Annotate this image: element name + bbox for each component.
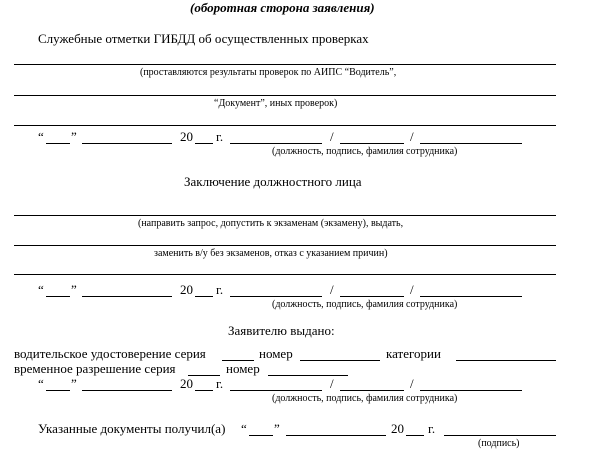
year-field[interactable]: [195, 143, 213, 144]
year-field[interactable]: [195, 296, 213, 297]
gibdd-note-line-1: (проставляются результаты проверок по АИПС “Водитель”,: [140, 67, 397, 78]
century-label: 20: [180, 129, 193, 144]
gibdd-entry-line-2[interactable]: [14, 95, 556, 96]
slash-separator: /: [330, 376, 334, 391]
signature-caption: (должность, подпись, фамилия сотрудника): [272, 146, 458, 157]
conclusion-entry-line-1[interactable]: [14, 215, 556, 216]
day-field[interactable]: [249, 435, 273, 436]
position-field[interactable]: [230, 143, 322, 144]
month-field[interactable]: [82, 296, 172, 297]
quote-close: ”: [274, 421, 280, 436]
quote-open: “: [38, 282, 44, 297]
month-field[interactable]: [82, 390, 172, 391]
temp-permit-number-field[interactable]: [268, 375, 348, 376]
century-label: 20: [391, 421, 404, 436]
license-number-field[interactable]: [300, 360, 380, 361]
day-field[interactable]: [46, 296, 70, 297]
issued-section-title: Заявителю выдано:: [228, 323, 335, 338]
position-field[interactable]: [230, 296, 322, 297]
century-label: 20: [180, 376, 193, 391]
gibdd-entry-line-3[interactable]: [14, 125, 556, 126]
conclusion-note-line-1: (направить запрос, допустить к экзаменам (экзамену), выдать,: [138, 218, 404, 229]
year-suffix: г.: [216, 282, 224, 297]
conclusion-section-title: Заключение должностного лица: [184, 174, 362, 189]
year-field[interactable]: [406, 435, 424, 436]
day-field[interactable]: [46, 143, 70, 144]
form-side-header: (оборотная сторона заявления): [190, 0, 375, 15]
quote-close: ”: [71, 282, 77, 297]
slash-separator: /: [330, 129, 334, 144]
recipient-signature-field[interactable]: [444, 435, 556, 436]
slash-separator: /: [410, 282, 414, 297]
surname-field[interactable]: [420, 296, 522, 297]
quote-close: ”: [71, 129, 77, 144]
slash-separator: /: [330, 282, 334, 297]
gibdd-note-line-2: “Документ”, иных проверок): [214, 98, 338, 109]
year-suffix: г.: [428, 421, 436, 436]
day-field[interactable]: [46, 390, 70, 391]
year-field[interactable]: [195, 390, 213, 391]
temp-permit-series-label: временное разрешение серия: [14, 361, 176, 376]
license-series-label: водительское удостоверение серия: [14, 346, 206, 361]
temp-permit-number-label: номер: [226, 361, 260, 376]
license-category-label: категории: [386, 346, 441, 361]
quote-open: “: [241, 421, 247, 436]
signature-field[interactable]: [340, 296, 404, 297]
position-field[interactable]: [230, 390, 322, 391]
year-suffix: г.: [216, 129, 224, 144]
conclusion-entry-line-3[interactable]: [14, 274, 556, 275]
slash-separator: /: [410, 129, 414, 144]
conclusion-entry-line-2[interactable]: [14, 245, 556, 246]
received-label: Указанные документы получил(а): [38, 421, 226, 436]
recipient-signature-caption: (подпись): [478, 438, 520, 449]
surname-field[interactable]: [420, 390, 522, 391]
quote-open: “: [38, 129, 44, 144]
conclusion-note-line-2: заменить в/у без экзаменов, отказ с указанием причин): [154, 248, 388, 259]
quote-open: “: [38, 376, 44, 391]
year-suffix: г.: [216, 376, 224, 391]
gibdd-entry-line-1[interactable]: [14, 64, 556, 65]
century-label: 20: [180, 282, 193, 297]
surname-field[interactable]: [420, 143, 522, 144]
month-field[interactable]: [82, 143, 172, 144]
signature-caption: (должность, подпись, фамилия сотрудника): [272, 299, 458, 310]
slash-separator: /: [410, 376, 414, 391]
signature-field[interactable]: [340, 143, 404, 144]
month-field[interactable]: [286, 435, 386, 436]
signature-field[interactable]: [340, 390, 404, 391]
quote-close: ”: [71, 376, 77, 391]
license-number-label: номер: [259, 346, 293, 361]
gibdd-section-title: Служебные отметки ГИБДД об осуществленных проверках: [38, 31, 369, 46]
license-category-field[interactable]: [456, 360, 556, 361]
signature-caption: (должность, подпись, фамилия сотрудника): [272, 393, 458, 404]
